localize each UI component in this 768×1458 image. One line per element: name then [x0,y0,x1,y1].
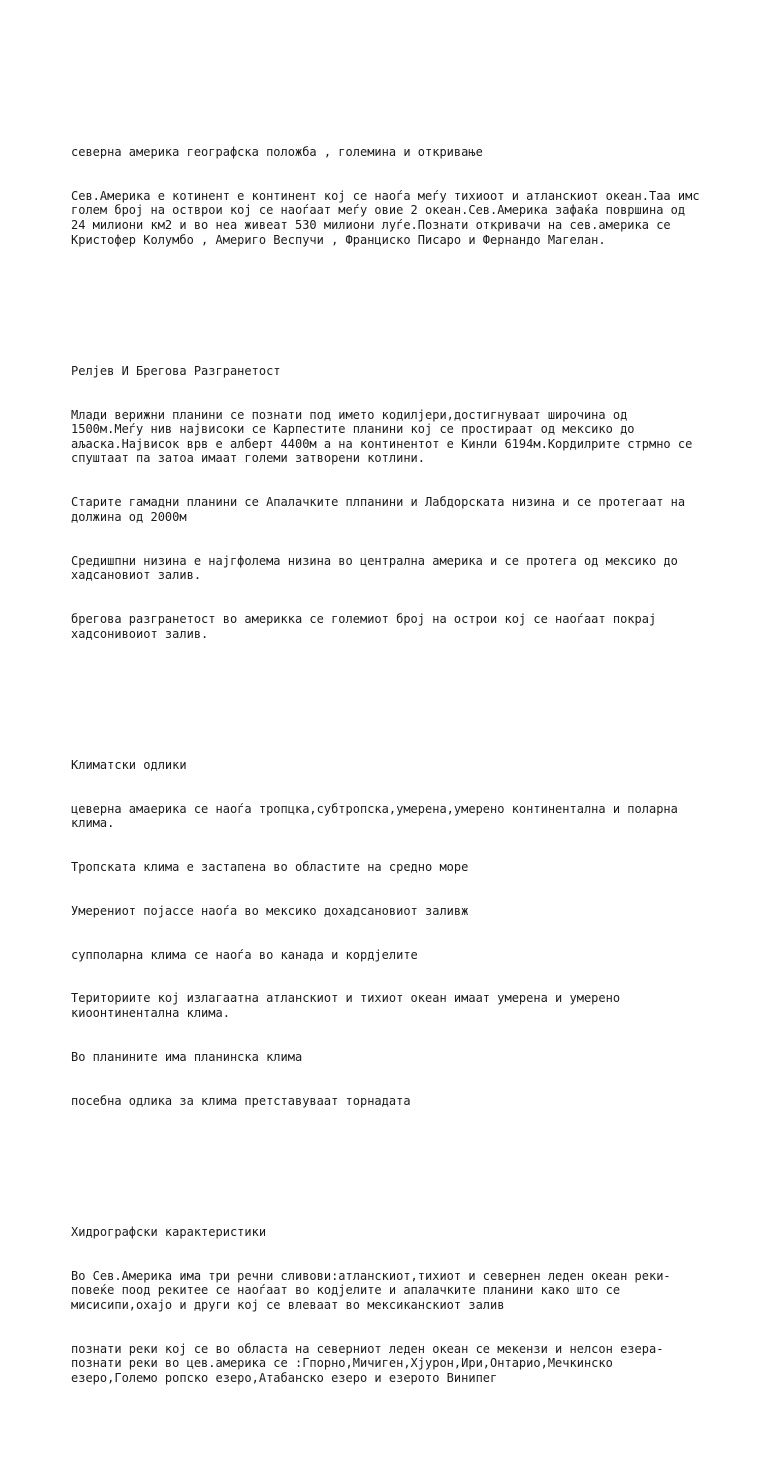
paragraph: Старите гамадни планини се Апалачките плпанини и Лабдорската низина и се протегаат на должина од 2000м [71,495,693,524]
section-climate [71,729,701,1138]
paragraph: Умерениот појассе наоѓа во мексико дохадсановиот заливж [71,903,469,918]
paragraph: брегова разгранетост во америкка се големиот број на острои кој се наоѓаат покрај хадсонивоиот залив. [71,611,664,641]
section-relief [71,335,701,671]
paragraph: супполарна клима се наоѓа во канада и кордјелите [71,947,418,962]
paragraph: Млади верижни планини се познати под името кодилјери,достигнуваат широчина од 1500м.Меѓу нив највисоки се Карпестите планини кој се простираат од мексико до аљаска.Највисок врв е алберт 4400м а на континентот е Кинли 6194м.Кордилрите стрмно се спуштаат па затоа имаат големи затворени котлини. [71,407,700,466]
paragraph: Во планините има планинска клима [71,1049,303,1064]
section-heading: Климатски одлики [71,757,187,772]
section-hydrography [71,1196,701,1415]
paragraph: Средишпни низина е најгфолема низина во централна америка и се протега од мексико до хадсановиот залив. [71,553,686,583]
paragraph: посебна одлика за клима претставуваат торнадата [71,1093,411,1108]
paragraph: Сев.Америка е котинент е континент кој се наоѓа меѓу тихиоот и атланскиот океан.Таа имс голем број на остврои кој се наоѓаат меѓу овие 2 океан.Сев.Америка зафаќа површина од 24 милиони км2 и во неа живеат 530 милиони луѓе.Познати откривачи на сев.америка се Кристофер Колумбо , Америго Веспучи , Франциско Писаро и Фернандо Магелан. [71,188,707,247]
section-heading: северна америка географска положба , големина и откривање [71,144,483,159]
section-heading: Релјев И Брегова Разгранетост [71,363,281,378]
section-geography [71,116,707,277]
paragraph: Тропската клима е застапена во областите на средно море [71,860,469,875]
paragraph: познати реки кој се во областа на северниот леден океан се мекензи и нелсон езера-познати реки во цев.америка се :Гпорно,Мичиген,Хјурон,Ири,Онтарио,Мечкинско езеро,Големо ропско езеро,Атабанско езеро и езерото Винипег [71,1341,664,1385]
paragraph: Териториите кој излагаатна атланскиот и тихиот океан имаат умерена и умерено киоонтинентална клима. [71,991,628,1020]
paragraph: цеверна амаерика се наоѓа тропцка,субтропска,умерена,умерено континентална и поларна клима. [71,801,686,831]
document-body [71,72,707,1458]
paragraph: Во Сев.Америка има три речни сливови:атланскиот,тихиот и севернен леден океан реки-повеќе поод рекитее се наоѓаат во кодјелите и апалачките планини како што се мисисипи,охајо и други кој се влеваат во мексиканскиот залив [71,1268,671,1312]
section-heading: Хидрографски карактеристики [71,1224,267,1239]
